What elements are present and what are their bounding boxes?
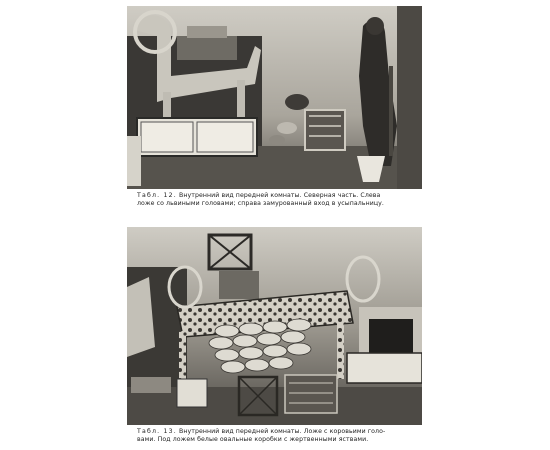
plate-13-caption-line-2: вами. Под ложем белые овальные коробки с жертвенными яствами. — [137, 436, 369, 444]
plate-12-caption-line-1 — [137, 192, 417, 200]
plate-13-label: Табл. 13. — [137, 428, 177, 435]
plate-13-photo — [127, 227, 422, 425]
plate-12-photo — [127, 6, 422, 189]
plate-13-photo-image — [127, 227, 422, 425]
plate-12-caption-text-1: Внутренний вид передней комнаты. Северная часть. Слева — [179, 192, 381, 199]
plate-13-caption-line-1 — [137, 428, 417, 436]
plate-12-label: Табл. 12. — [137, 192, 177, 199]
plate-12-caption — [137, 192, 417, 209]
plate-12-caption-line-2: ложе со львиными головами; справа замурованный вход в усыпальницу. — [137, 200, 384, 208]
plate-13-caption-text-1: Внутренний вид передней комнаты. Ложе с коровьими голо- — [179, 428, 386, 435]
plate-13-caption — [137, 428, 417, 445]
plate-12-photo-image — [127, 6, 422, 189]
